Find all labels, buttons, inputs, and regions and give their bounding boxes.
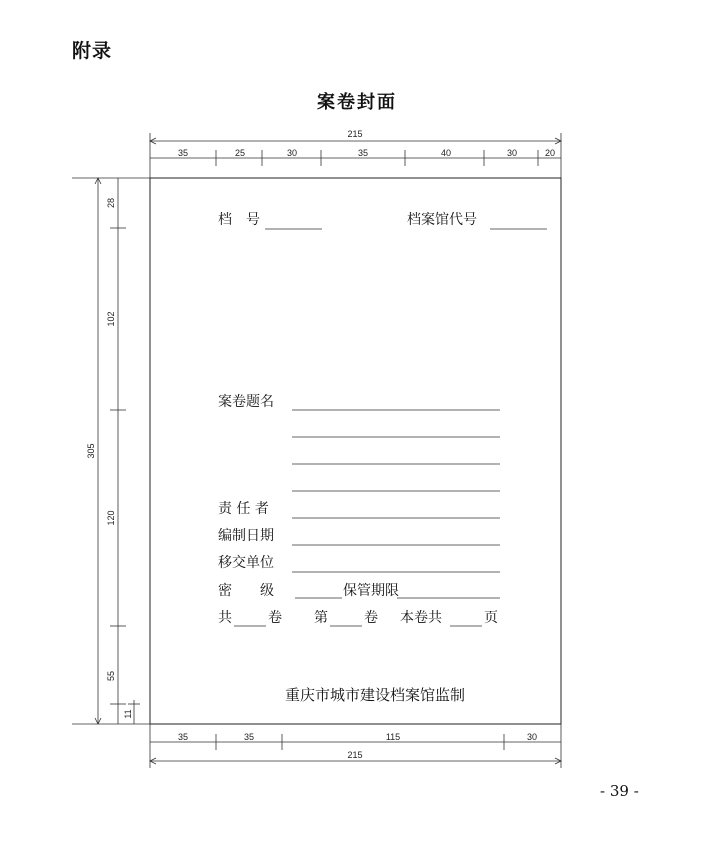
top-seg-2: 25 bbox=[234, 148, 246, 158]
page-number: - 39 - bbox=[600, 782, 639, 800]
top-seg-7: 20 bbox=[544, 148, 556, 158]
secrecy-label: 密 级 bbox=[218, 583, 274, 599]
figure-title: 案卷封面 bbox=[317, 92, 397, 113]
volume-unit-2: 卷 bbox=[364, 610, 378, 626]
total-label: 共 bbox=[218, 610, 232, 626]
bottom-seg-2: 35 bbox=[243, 732, 255, 742]
top-seg-6: 30 bbox=[506, 148, 518, 158]
top-total-label: 215 bbox=[347, 129, 363, 139]
cover-form bbox=[218, 211, 547, 704]
left-dimensions bbox=[72, 178, 150, 724]
top-seg-4: 35 bbox=[357, 148, 369, 158]
cover-border bbox=[150, 178, 561, 724]
bottom-seg-4: 30 bbox=[526, 732, 538, 742]
left-seg-3: 120 bbox=[106, 510, 116, 526]
top-seg-1: 35 bbox=[177, 148, 189, 158]
archive-code-label: 档案馆代号 bbox=[407, 212, 477, 228]
left-seg-1: 28 bbox=[106, 197, 116, 209]
left-seg-4: 55 bbox=[106, 670, 116, 682]
top-dimensions bbox=[150, 129, 561, 178]
left-seg-2: 102 bbox=[106, 311, 116, 327]
transfer-unit-label: 移交单位 bbox=[218, 555, 274, 571]
ordinal-label: 第 bbox=[314, 610, 328, 626]
compile-date-label: 编制日期 bbox=[218, 528, 274, 544]
responsible-label: 责 任 者 bbox=[218, 501, 269, 517]
bottom-total-label: 215 bbox=[347, 750, 363, 760]
retention-label: 保管期限 bbox=[343, 583, 399, 599]
page-unit: 页 bbox=[484, 610, 498, 626]
appendix-heading: 附录 bbox=[72, 40, 113, 62]
top-seg-5: 40 bbox=[440, 148, 452, 158]
file-no-label: 档 号 bbox=[218, 212, 260, 228]
this-volume-label: 本卷共 bbox=[400, 610, 442, 626]
bottom-dimensions bbox=[150, 724, 561, 768]
bottom-seg-3: 115 bbox=[385, 732, 401, 742]
bottom-seg-1: 35 bbox=[177, 732, 189, 742]
top-seg-3: 30 bbox=[286, 148, 298, 158]
left-total-label: 305 bbox=[86, 443, 96, 459]
volume-unit-1: 卷 bbox=[268, 610, 282, 626]
supervisor-label: 重庆市城市建设档案馆监制 bbox=[285, 686, 466, 704]
left-seg-5: 11 bbox=[123, 709, 133, 719]
volume-title-label: 案卷题名 bbox=[218, 394, 274, 410]
